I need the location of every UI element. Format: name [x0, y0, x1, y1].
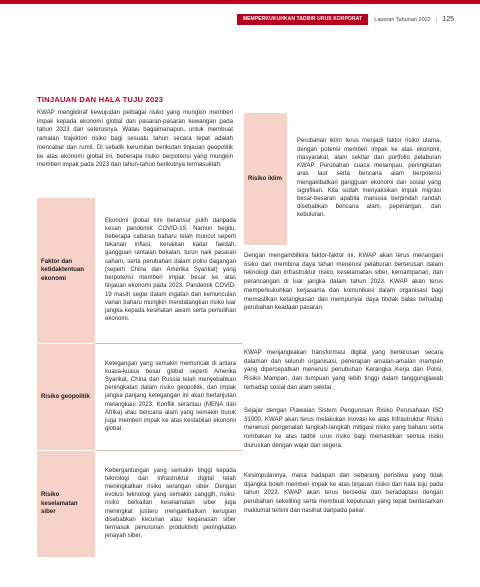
paragraph-4: Kesimpulannya, masa hadapan dan sebarang peristiwa yang tidak dijangka boleh memberi impak ke atas tinjauan risiko dan hala tuju pada tahun 2023. KWAP akan terus bersedia dan beradaptasi dengan perubahan sekeliling serta membuat keputusan yang tepat berdasarkan maklumat terkini dan nasihat daripada pakar. — [244, 472, 443, 514]
risk-table — [37, 198, 242, 557]
header-report-title: Laporan Tahunan 2022 — [374, 16, 431, 23]
risk-row-economic — [37, 198, 242, 344]
paragraph-3: Sejajar dengan Piawaian Sistem Pengurusan Risiko Perusahaan ISO 31000, KWAP akan terus melakukan inovasi ke atas Infrastruktur Risiko menerusi pengenalan langkah-langkah mitigasi risiko yang baharu serta rombakan ke atas tadbir urus risiko bagi memastikan semua risiko diuruskan dengan wajar dan segera. — [244, 407, 443, 449]
paragraph-2: KWAP menjangkakan transformasi digital yang berterusan secara dalaman dan seluruh organisasi, penerapan amalan-amalan mampan yang dipercepatkan menerusi penubuhan Kerangka Kerja dan Polisi, Risiko Mampan, dan tumpuan yang lebih tinggi dalam tanggungjawab terhadap sosial dan alam sekitar. — [244, 349, 443, 391]
section-title: TINJAUAN DAN HALA TUJU 2023 — [37, 95, 164, 104]
climate-risk-table — [244, 113, 447, 245]
intro-paragraph: KWAP mengiktiraf kewujudan pelbagai risiko yang mungkin memberi impak kepada ekonomi global dan pasaran-pasaran kewangan pada tahun 2023 dan seterusnya. Walau bagaimanapun, untuk membuat ramalan trajektori risiko bagi sesuatu tahun secara tepat adalah mencabar dan rumit. Di sebalik kerumitan berikutan tinjauan geopolitik ke atas ekonomi global ini, beberapa risiko berpotensi yang mungkin memberi impak pada 2023 dan tahun-tahun berikutnya termasuklah: — [37, 109, 233, 169]
left-column — [37, 95, 233, 170]
header-section-tag: MEMPERKUKUHKAN TADBIR URUS KORPORAT — [237, 14, 368, 25]
risk-label-climate: Risiko iklim — [244, 113, 287, 245]
risk-row-cyber — [37, 451, 242, 558]
risk-label-geopolitical: Risiko geopolitik — [37, 344, 95, 451]
risk-text-cyber: Kebergantungan yang semakin tinggi kepada teknologi dan infrastruktur digital telah meningkatkan risiko serangan siber. Dengan evolusi teknologi yang semakin canggih, risiko-risiko berkaitan keselamatan siber juga meningkat justeru mengakibatkan kerugian disebabkan kecurian atau keganasan siber termasuk penurunan produktiviti peningkatan jenayah siber. — [95, 451, 242, 558]
paragraph-1: Dengan mengambilkira faktor-faktor ini, KWAP akan terus menangani risiko dan membina daya tahan menerusi pelaburan berterusan dalam teknologi dan infrastruktur risiko, keselamatan siber, kemampanan, dan perancangan di luar jangka dalam tahun 2023. KWAP akan terus memperkukuhkan kerjasama dan komunikasi dalam organisasi bagi memastikan ketangkasan dan mempunyai daya tindak balas terhadap perubahan keadaan pasaran. — [244, 252, 443, 312]
risk-row-geopolitical — [37, 344, 242, 451]
header-separator: | — [435, 16, 438, 23]
top-accent-bar — [0, 0, 480, 4]
risk-text-climate: Perubahan iklim terus menjadi faktor risiko utama, dengan potensi memberi impak ke atas ekonomi, masyarakat, alam sekitar dan portfolio pelaburan KWAP. Perubahan cuaca melampau, peningkatan aras laut serta bencana alam berpotensi mengakibatkan gangguan ekonomi dan sosial yang signifikan. Kita sudah menyaksikan impak migrasi besar-besaran apabila manusia berpindah randah disebabkan bencana alam, peperangan, dan kebuluran. — [297, 138, 441, 219]
risk-label-economic: Faktor dan ketidaktentuan ekonomi — [37, 198, 95, 344]
risk-text-economic: Ekonomi global kini beransur pulih daripada kesan pandemik COVID-19. Namun begitu, beberapa cabaran baharu telah muncul seperti tekanan inflasi, kenaikan kadar faedah, gangguan rantaian bekalan, turun naik pasaran saham, serta perubahan dalam polisi dagangan (seperti China dan Amerika Syarikat) yang berpotensi memberi impak besar ke atas tinjauan ekonomi pada 2023. Pandemik COVID-19 masih segar dalam ingatan dan kemunculan varian baharu mungkin mendatangkan risiko luar jangka kepada kesihatan awam serta pemulihan ekonomi. — [105, 217, 236, 323]
page-header — [237, 13, 454, 26]
risk-label-cyber: Risiko keselamatan siber — [37, 451, 95, 558]
risk-text-geopolitical: Ketegangan yang semakin memuncak di antara kuasa-kuasa besar global seperti Amerika Syarikat, China dan Russia telah menyebabkan peningkatan dalam risiko geopolitik, dan impak jangka panjang ketegangan ini akan berlanjutan melangkaui 2023. Konflik serantau (MENA dan Afrika) atau bencana alam yang semakin buruk juga memberi impak ke atas kestabilan ekonomi global. — [95, 344, 242, 451]
risk-row-climate — [244, 113, 447, 245]
page-number: 125 — [442, 16, 454, 23]
